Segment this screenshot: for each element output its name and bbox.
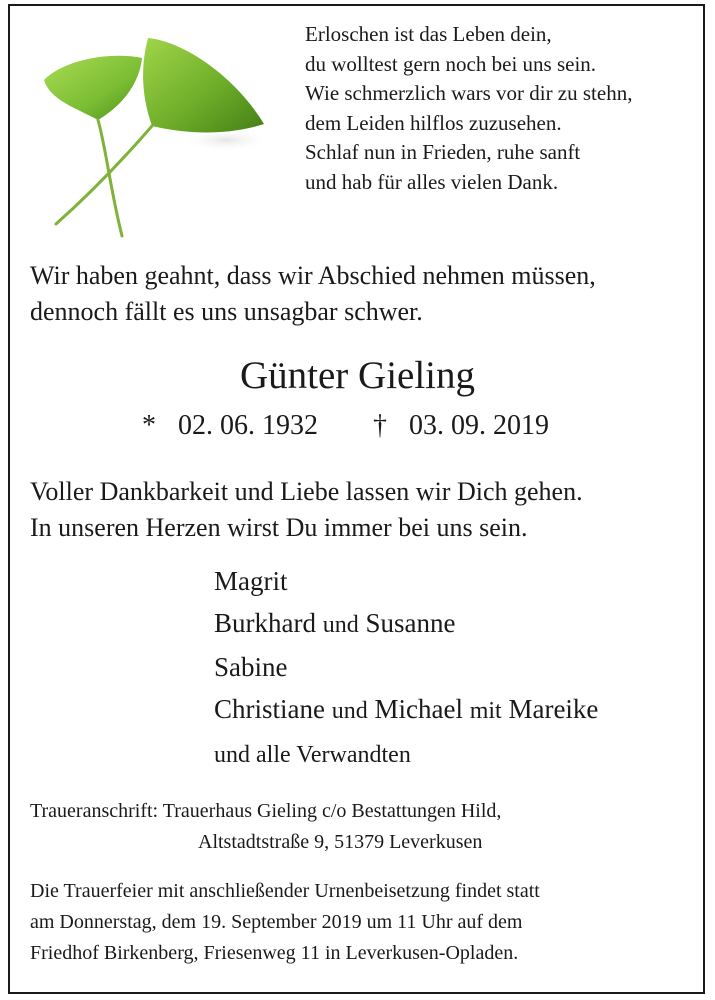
intro-text — [30, 258, 596, 330]
relatives-text: und alle Verwandten — [214, 742, 411, 768]
poem-line: du wolltest gern noch bei uns sein. — [305, 51, 597, 76]
thanks-line: In unseren Herzen wirst Du immer bei uns sein. — [30, 513, 528, 542]
family-member — [214, 602, 598, 646]
thanks-line: Voller Dankbarkeit und Liebe lassen wir Dich gehen. — [30, 477, 583, 506]
death-date-group — [373, 408, 549, 444]
mourner-name: Michael — [374, 694, 463, 724]
poem-line: und hab für alles vielen Dank. — [305, 169, 559, 194]
birth-symbol: * — [142, 410, 156, 441]
mourner-name: Susanne — [365, 608, 456, 638]
deceased-name: Günter Gieling — [239, 354, 476, 397]
address-line: Traueranschrift: Trauerhaus Gieling c/o Bestattungen Hild, — [30, 800, 502, 822]
mourner-name: Christiane — [214, 694, 325, 724]
address-line: Altstadtstraße 9, 51379 Leverkusen — [198, 831, 483, 853]
family-member — [214, 560, 598, 602]
family-member — [214, 646, 598, 688]
family-list — [214, 560, 598, 776]
poem-line: Wie schmerzlich wars vor dir zu stehn, — [305, 81, 633, 105]
family-member — [214, 732, 598, 776]
conjunction: und — [322, 612, 359, 638]
ceremony-line: am Donnerstag, dem 19. September 2019 um 11 Uhr auf dem — [30, 911, 523, 933]
mourning-address — [30, 796, 501, 858]
death-date: 03. 09. 2019 — [409, 410, 549, 441]
poem-line: dem Leiden hilflos zuzusehen. — [305, 110, 562, 135]
ceremony-line: Die Trauerfeier mit anschließender Urnenbeisetzung findet statt — [30, 880, 540, 902]
poem-line: Erloschen ist das Leben dein, — [305, 22, 552, 46]
ceremony-info — [30, 876, 540, 969]
mourner-name: Burkhard — [214, 608, 316, 638]
birth-date-group — [142, 408, 318, 444]
mourner-name: Magrit — [214, 566, 288, 596]
poem — [305, 20, 632, 197]
conjunction: mit — [469, 698, 502, 724]
death-symbol: † — [373, 410, 387, 441]
mourner-name: Sabine — [214, 652, 288, 682]
thanks-text — [30, 474, 583, 546]
family-member — [214, 688, 598, 732]
birth-date: 02. 06. 1932 — [178, 410, 318, 441]
conjunction: und — [331, 698, 368, 724]
intro-line: Wir haben geahnt, dass wir Abschied nehmen müssen, — [30, 261, 596, 290]
ginkgo-leaves-icon — [36, 28, 276, 244]
ceremony-line: Friedhof Birkenberg, Friesenweg 11 in Leverkusen-Opladen. — [30, 942, 519, 964]
intro-line: dennoch fällt es uns unsagbar schwer. — [30, 297, 423, 326]
mourner-name: Mareike — [508, 694, 599, 724]
poem-line: Schlaf nun in Frieden, ruhe sanft — [305, 140, 581, 164]
